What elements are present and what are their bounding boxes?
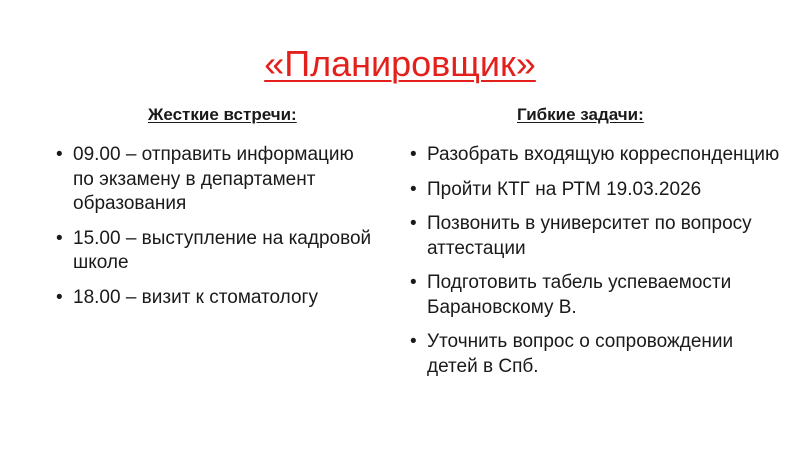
list-item-text: 18.00 – визит к стоматологу [73,286,318,308]
bullet-icon: • [410,272,417,293]
fixed-meetings-list [56,143,376,320]
list-item [56,286,376,311]
list-item-text: Уточнить вопрос о сопровождении детей в Спб. [427,331,734,377]
list-item [410,178,780,203]
flexible-tasks-list [410,143,780,389]
bullet-icon: • [410,144,417,165]
list-item-text: 09.00 – отправить информацию по экзамену в департамент образования [73,144,354,214]
bullet-icon: • [410,213,417,234]
bullet-icon: • [56,227,63,249]
list-item-text: Пройти КТГ на РТМ 19.03.2026 [427,178,702,200]
list-item [410,271,780,320]
list-item [56,143,376,217]
page-title: «Планировщик» [264,43,536,84]
bullet-icon: • [56,144,63,165]
list-item [410,212,780,261]
bullet-icon: • [56,286,63,308]
list-item [56,227,376,276]
list-item [410,143,780,168]
fixed-meetings-heading: Жесткие встречи: [148,105,297,124]
list-item-text: 15.00 – выступление на кадровой школе [73,227,372,273]
list-item-text: Позвонить в университет по вопросу аттестации [427,213,752,259]
list-item-text: Разобрать входящую корреспонденцию [427,144,780,165]
bullet-icon: • [410,178,417,200]
list-item-text: Подготовить табель успеваемости Барановскому В. [427,272,732,318]
list-item [410,330,780,379]
flexible-tasks-heading: Гибкие задачи: [517,105,644,124]
bullet-icon: • [410,331,417,352]
